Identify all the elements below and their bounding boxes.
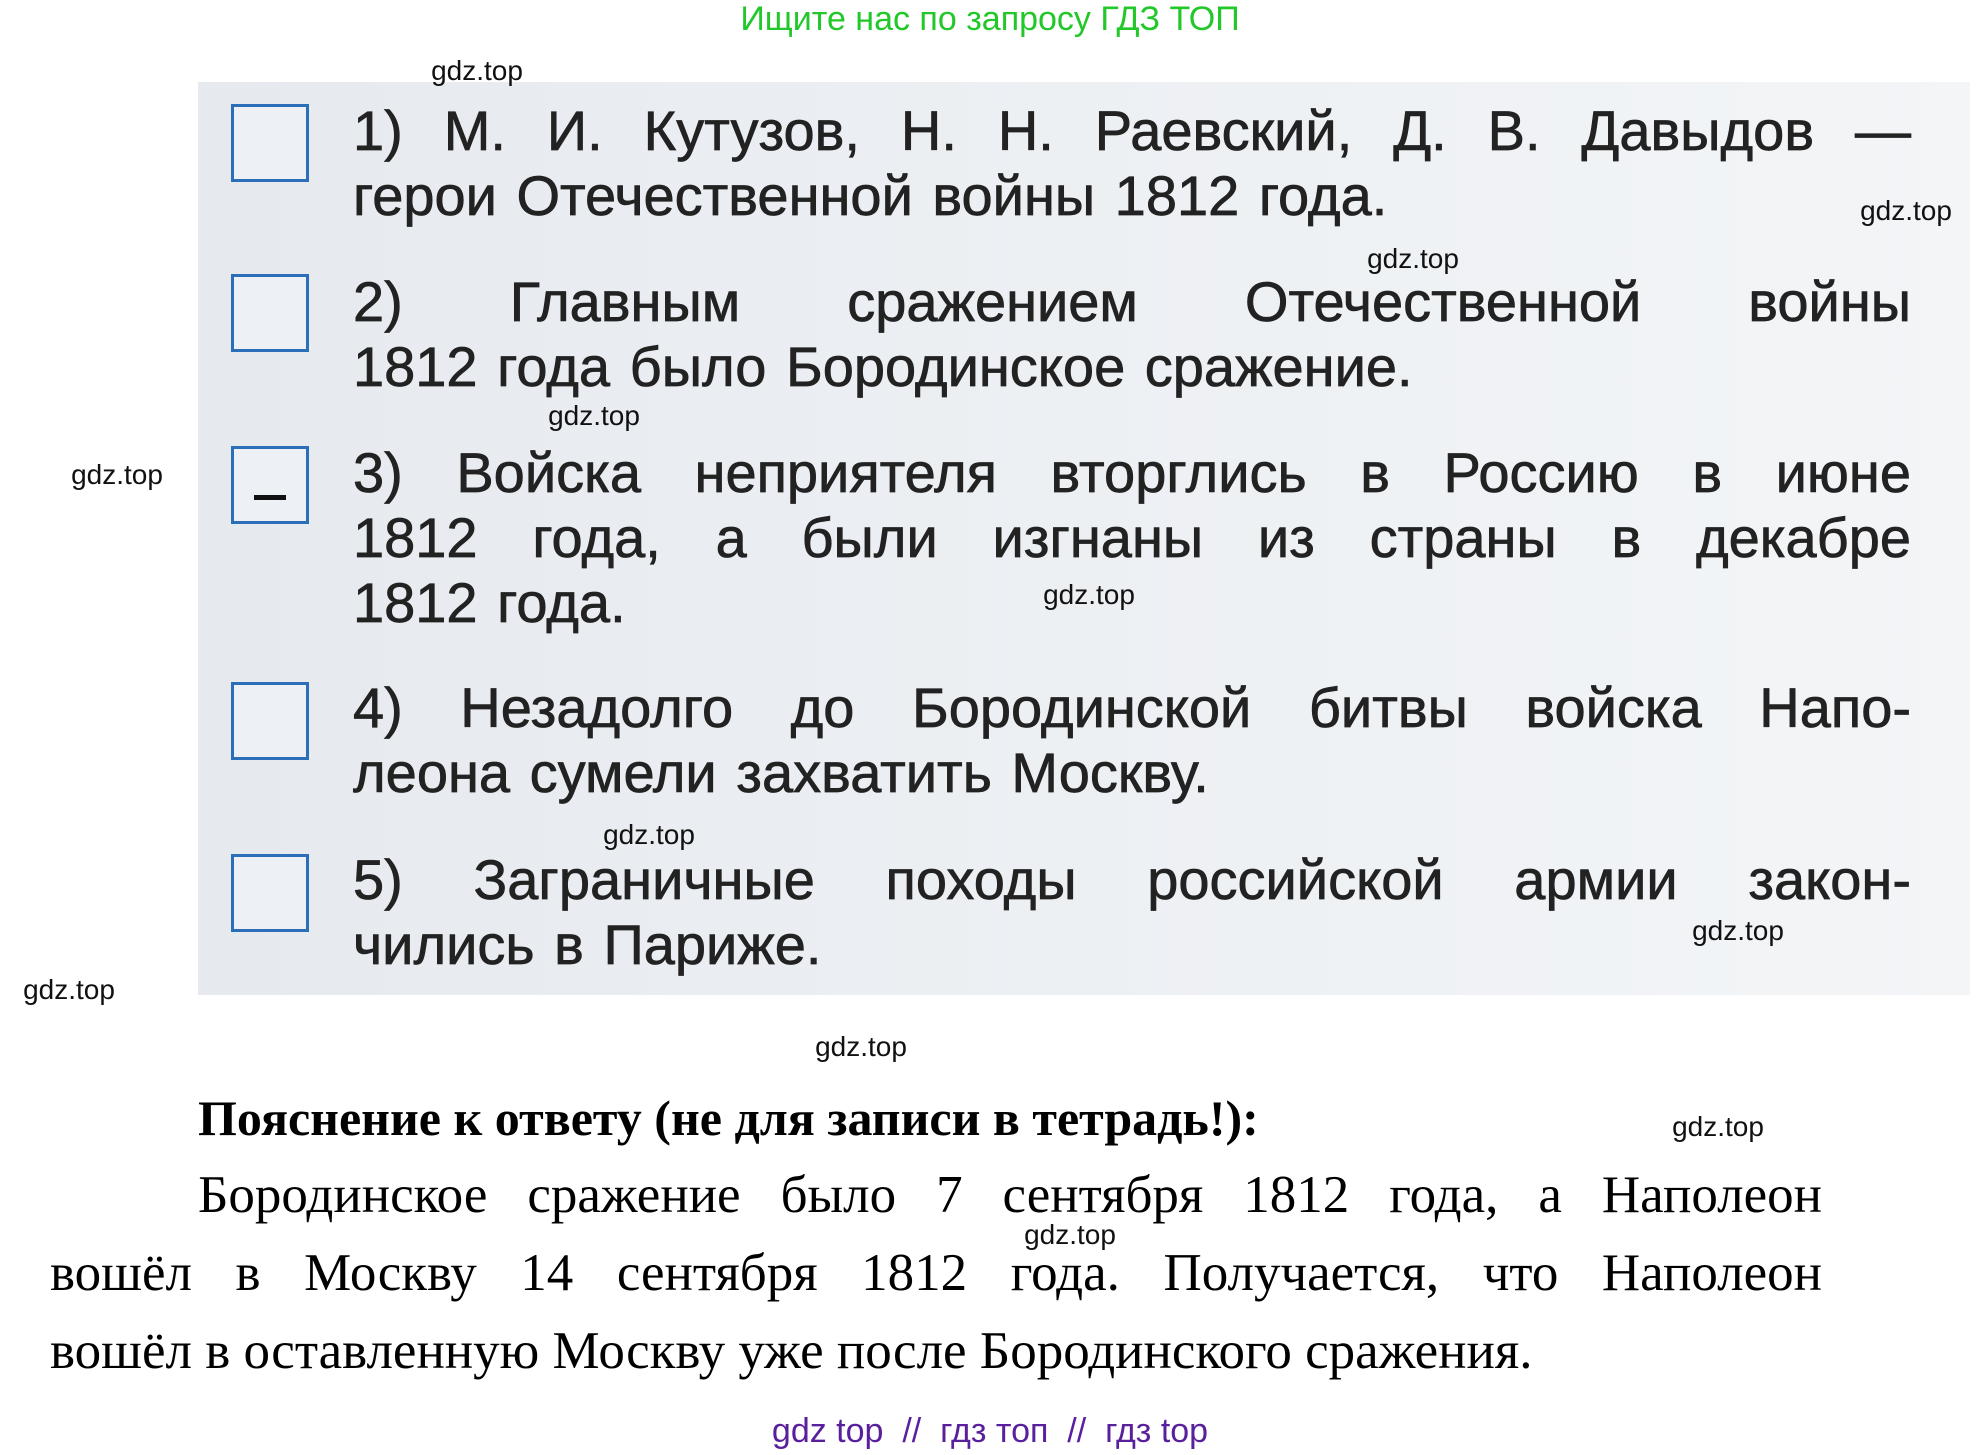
watermark: gdz.top	[548, 400, 640, 431]
statement-line: 1812 года.	[353, 571, 626, 634]
watermark: gdz.top	[1672, 1111, 1764, 1142]
watermark: gdz.top	[1692, 915, 1784, 946]
watermark: gdz.top	[23, 974, 115, 1005]
answer-checkbox-2[interactable]	[231, 274, 309, 352]
statement-line: 1812 года, а были изгнаны из страны в декабре	[353, 506, 1911, 569]
answer-checkbox-4[interactable]	[231, 682, 309, 760]
statement-4	[353, 675, 1911, 805]
watermark: gdz.top	[1860, 195, 1952, 226]
explanation-heading: Пояснение к ответу (не для записи в тетрадь!):	[198, 1090, 1259, 1146]
statement-line: герои Отечественной войны 1812 года.	[353, 164, 1388, 227]
watermark: gdz.top	[815, 1031, 907, 1062]
statement-line: леона сумели захватить Москву.	[353, 741, 1209, 804]
explanation-line: вошёл в Москву 14 сентября 1812 года. Получается, что Наполеон	[50, 1244, 1822, 1302]
statement-line: 1812 года было Бородинское сражение.	[353, 335, 1413, 398]
answer-checkbox-1[interactable]	[231, 104, 309, 182]
watermark: gdz.top	[431, 55, 523, 86]
footer-watermark: gdz top // гдз топ // гдз top	[771, 1412, 1209, 1450]
statement-5	[353, 847, 1911, 977]
statement-line: 1) М. И. Кутузов, Н. Н. Раевский, Д. В. Давыдов —	[353, 99, 1911, 162]
explanation-text	[50, 1156, 1822, 1390]
statement-2	[353, 269, 1911, 399]
statement-1	[353, 98, 1911, 228]
watermark: gdz.top	[1367, 243, 1459, 274]
answer-checkbox-3[interactable]	[231, 446, 309, 524]
watermark: gdz.top	[1024, 1219, 1116, 1250]
watermark: gdz.top	[1043, 579, 1135, 610]
explanation-line: Бородинское сражение было 7 сентября 1812 года, а Наполеон	[198, 1166, 1822, 1224]
statement-line: 3) Войска неприятеля вторглись в Россию в июне	[353, 441, 1911, 504]
search-hint-header: Ищите нас по запросу ГДЗ ТОП	[740, 0, 1240, 38]
watermark: gdz.top	[603, 819, 695, 850]
statement-line: чились в Париже.	[353, 913, 822, 976]
statement-line: 4) Незадолго до Бородинской битвы войска Напо-	[353, 676, 1911, 739]
dash-mark-icon	[254, 495, 286, 500]
answer-checkbox-5[interactable]	[231, 854, 309, 932]
statement-line: 5) Заграничные походы российской армии закон-	[353, 848, 1911, 911]
explanation-line: вошёл в оставленную Москву уже после Бородинского сражения.	[50, 1322, 1533, 1380]
watermark: gdz.top	[71, 459, 163, 490]
statement-line: 2) Главным сражением Отечественной войны	[353, 270, 1911, 333]
